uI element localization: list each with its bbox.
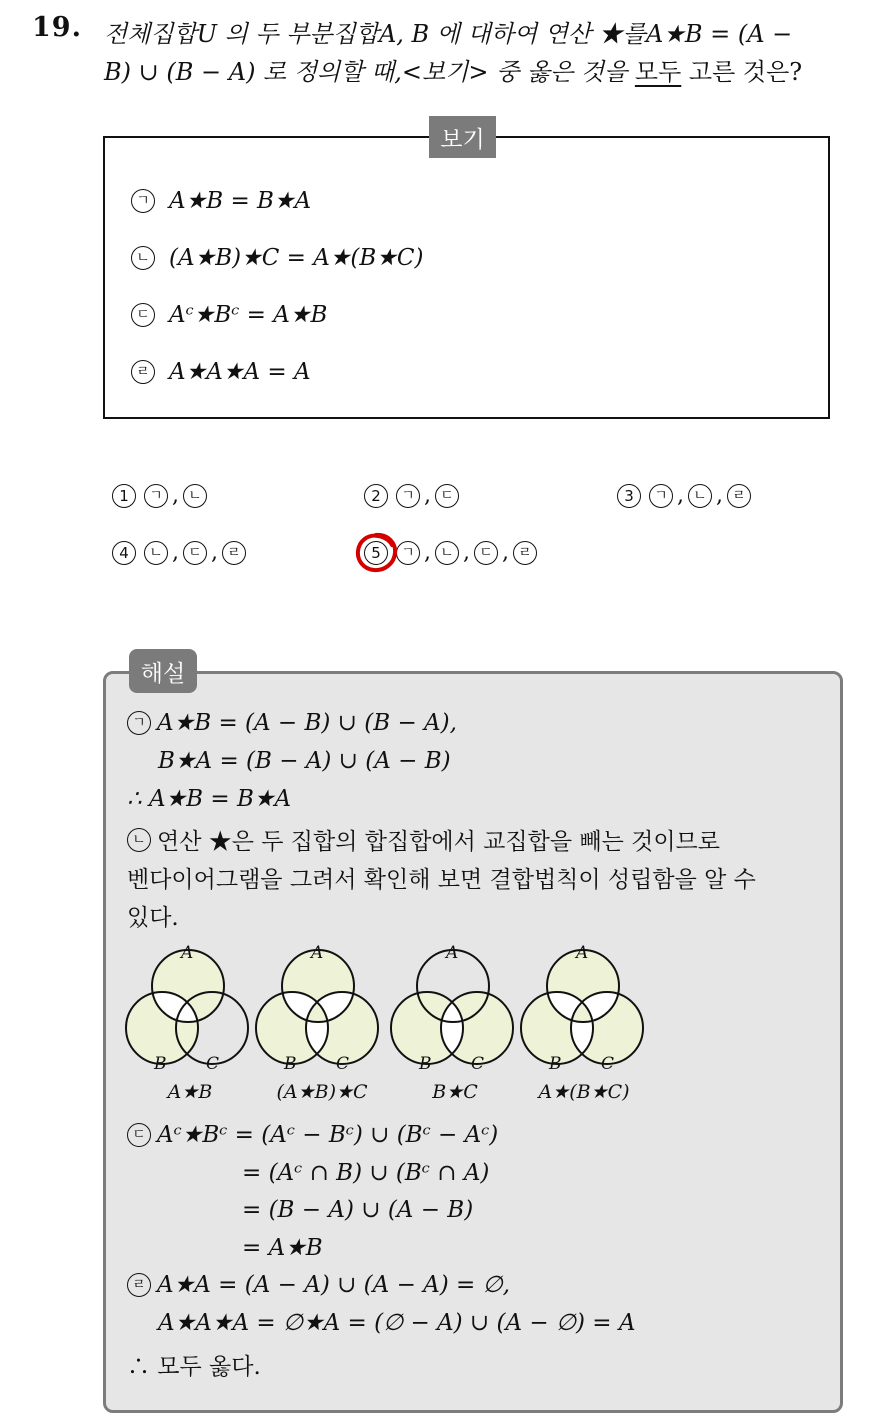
question-line-2-post: 고른 것은? bbox=[681, 58, 803, 86]
choice-number-4: 4 bbox=[112, 541, 136, 565]
solution-conclusion: ∴ 모두 옳다. bbox=[127, 1354, 261, 1380]
venn-2-label-c: C bbox=[336, 1054, 350, 1070]
solution-line bbox=[127, 710, 457, 736]
venn-4-label-b: B bbox=[549, 1054, 562, 1070]
bogi-expr-3: Aᶜ★Bᶜ = A★B bbox=[169, 302, 328, 328]
choice-5-mark: ㄴ bbox=[435, 541, 459, 565]
solution-tab: 해설 bbox=[129, 649, 197, 693]
venn-4-label-c: C bbox=[601, 1054, 615, 1070]
venn-3-label-a: A bbox=[446, 943, 459, 963]
answer-circle-icon bbox=[352, 529, 400, 575]
choice-1[interactable]: 1 ㄱ , ㄴ bbox=[112, 483, 207, 508]
solution-line: B★A = (B − A) ∪ (A − B) bbox=[158, 748, 451, 774]
solution-line: = (Aᶜ ∩ B) ∪ (Bᶜ ∩ A) bbox=[242, 1160, 490, 1186]
bogi-expr-2: (A★B)★C = A★(B★C) bbox=[169, 245, 424, 271]
solution-mark-1: ㄱ bbox=[127, 711, 151, 735]
choice-number-2: 2 bbox=[364, 484, 388, 508]
choice-1-mark: ㄱ bbox=[144, 484, 168, 508]
solution-line bbox=[127, 1272, 510, 1298]
bogi-expr-4: A★A★A = A bbox=[169, 359, 311, 385]
solution-line: 있다. bbox=[127, 905, 179, 931]
choice-number-5: 5 bbox=[364, 541, 388, 565]
question-line-2 bbox=[104, 52, 802, 87]
choice-5[interactable]: 5 ㄱ , ㄴ , ㄷ , ㄹ bbox=[364, 540, 537, 565]
venn-caption-3: B★C bbox=[432, 1081, 478, 1103]
question-number: 19. bbox=[32, 12, 82, 43]
bogi-item-2 bbox=[131, 245, 423, 271]
venn-1-label-b: B bbox=[154, 1054, 167, 1070]
solution-text: Aᶜ★Bᶜ = (Aᶜ − Bᶜ) ∪ (Bᶜ − Aᶜ) bbox=[157, 1122, 499, 1148]
bogi-tab: 보기 bbox=[429, 116, 496, 158]
solution-line bbox=[127, 1122, 498, 1148]
venn-caption-1: A★B bbox=[167, 1081, 213, 1103]
bogi-item-4 bbox=[131, 359, 311, 385]
solution-mark-2: ㄴ bbox=[127, 828, 151, 852]
venn-1-label-c: C bbox=[206, 1054, 220, 1070]
solution-line: = (B − A) ∪ (A − B) bbox=[242, 1197, 474, 1223]
choice-5-mark: ㄱ bbox=[396, 541, 420, 565]
question-line-1: 전체집합U 의 두 부분집합A, B 에 대하여 연산 ★를A★B = (A − bbox=[104, 20, 793, 48]
choice-number-3: 3 bbox=[617, 484, 641, 508]
bogi-item-3 bbox=[131, 302, 327, 328]
solution-line bbox=[127, 823, 720, 856]
question-underline-word: 모두 bbox=[634, 58, 682, 86]
choice-5-mark: ㄹ bbox=[513, 541, 537, 565]
choice-number-1: 1 bbox=[112, 484, 136, 508]
choice-1-mark: ㄴ bbox=[183, 484, 207, 508]
venn-diagrams bbox=[120, 938, 660, 1070]
choice-3-mark: ㄹ bbox=[727, 484, 751, 508]
venn-3-label-c: C bbox=[471, 1054, 485, 1070]
venn-diagram-4 bbox=[521, 950, 643, 1064]
choice-3-mark: ㄱ bbox=[649, 484, 673, 508]
bogi-mark-2: ㄴ bbox=[131, 246, 155, 270]
solution-text: A★B = (A − B) ∪ (B − A), bbox=[157, 710, 457, 736]
venn-caption-4: A★(B★C) bbox=[538, 1081, 630, 1103]
venn-diagram-3 bbox=[391, 950, 513, 1064]
solution-mark-4: ㄹ bbox=[127, 1273, 151, 1297]
choice-4[interactable]: 4 ㄴ , ㄷ , ㄹ bbox=[112, 540, 246, 565]
bogi-mark-1: ㄱ bbox=[131, 189, 155, 213]
solution-line: 벤다이어그램을 그려서 확인해 보면 결합법칙이 성립함을 알 수 bbox=[127, 867, 756, 893]
choice-4-mark: ㄹ bbox=[222, 541, 246, 565]
venn-1-label-a: A bbox=[181, 943, 194, 963]
bogi-mark-4: ㄹ bbox=[131, 360, 155, 384]
choice-4-mark: ㄷ bbox=[183, 541, 207, 565]
choice-3-mark: ㄴ bbox=[688, 484, 712, 508]
venn-3-label-b: B bbox=[419, 1054, 432, 1070]
solution-line: = A★B bbox=[242, 1235, 323, 1261]
bogi-item-1 bbox=[131, 188, 311, 214]
bogi-expr-1: A★B = B★A bbox=[169, 188, 312, 214]
choice-4-mark: ㄴ bbox=[144, 541, 168, 565]
venn-4-label-a: A bbox=[576, 943, 589, 963]
venn-2-label-b: B bbox=[284, 1054, 297, 1070]
solution-mark-3: ㄷ bbox=[127, 1123, 151, 1147]
solution-text: A★A = (A − A) ∪ (A − A) = ∅, bbox=[157, 1272, 510, 1298]
choice-5-mark: ㄷ bbox=[474, 541, 498, 565]
solution-line: ∴ A★B = B★A bbox=[127, 786, 292, 812]
question-line-2-pre: B) ∪ (B − A) 로 정의할 때,<보기> 중 옳은 것을 bbox=[104, 58, 635, 86]
solution-line: A★A★A = ∅★A = (∅ − A) ∪ (A − ∅) = A bbox=[158, 1310, 636, 1336]
choice-2[interactable]: 2 ㄱ , ㄷ bbox=[364, 483, 459, 508]
venn-diagram-2 bbox=[256, 950, 378, 1064]
choice-3[interactable]: 3 ㄱ , ㄴ , ㄹ bbox=[617, 483, 751, 508]
venn-caption-2: (A★B)★C bbox=[276, 1081, 368, 1103]
bogi-mark-3: ㄷ bbox=[131, 303, 155, 327]
venn-2-label-a: A bbox=[311, 943, 324, 963]
choice-2-mark: ㄱ bbox=[396, 484, 420, 508]
choice-2-mark: ㄷ bbox=[435, 484, 459, 508]
solution-text: 연산 ★은 두 집합의 합집합에서 교집합을 빼는 것이므로 bbox=[157, 829, 720, 855]
